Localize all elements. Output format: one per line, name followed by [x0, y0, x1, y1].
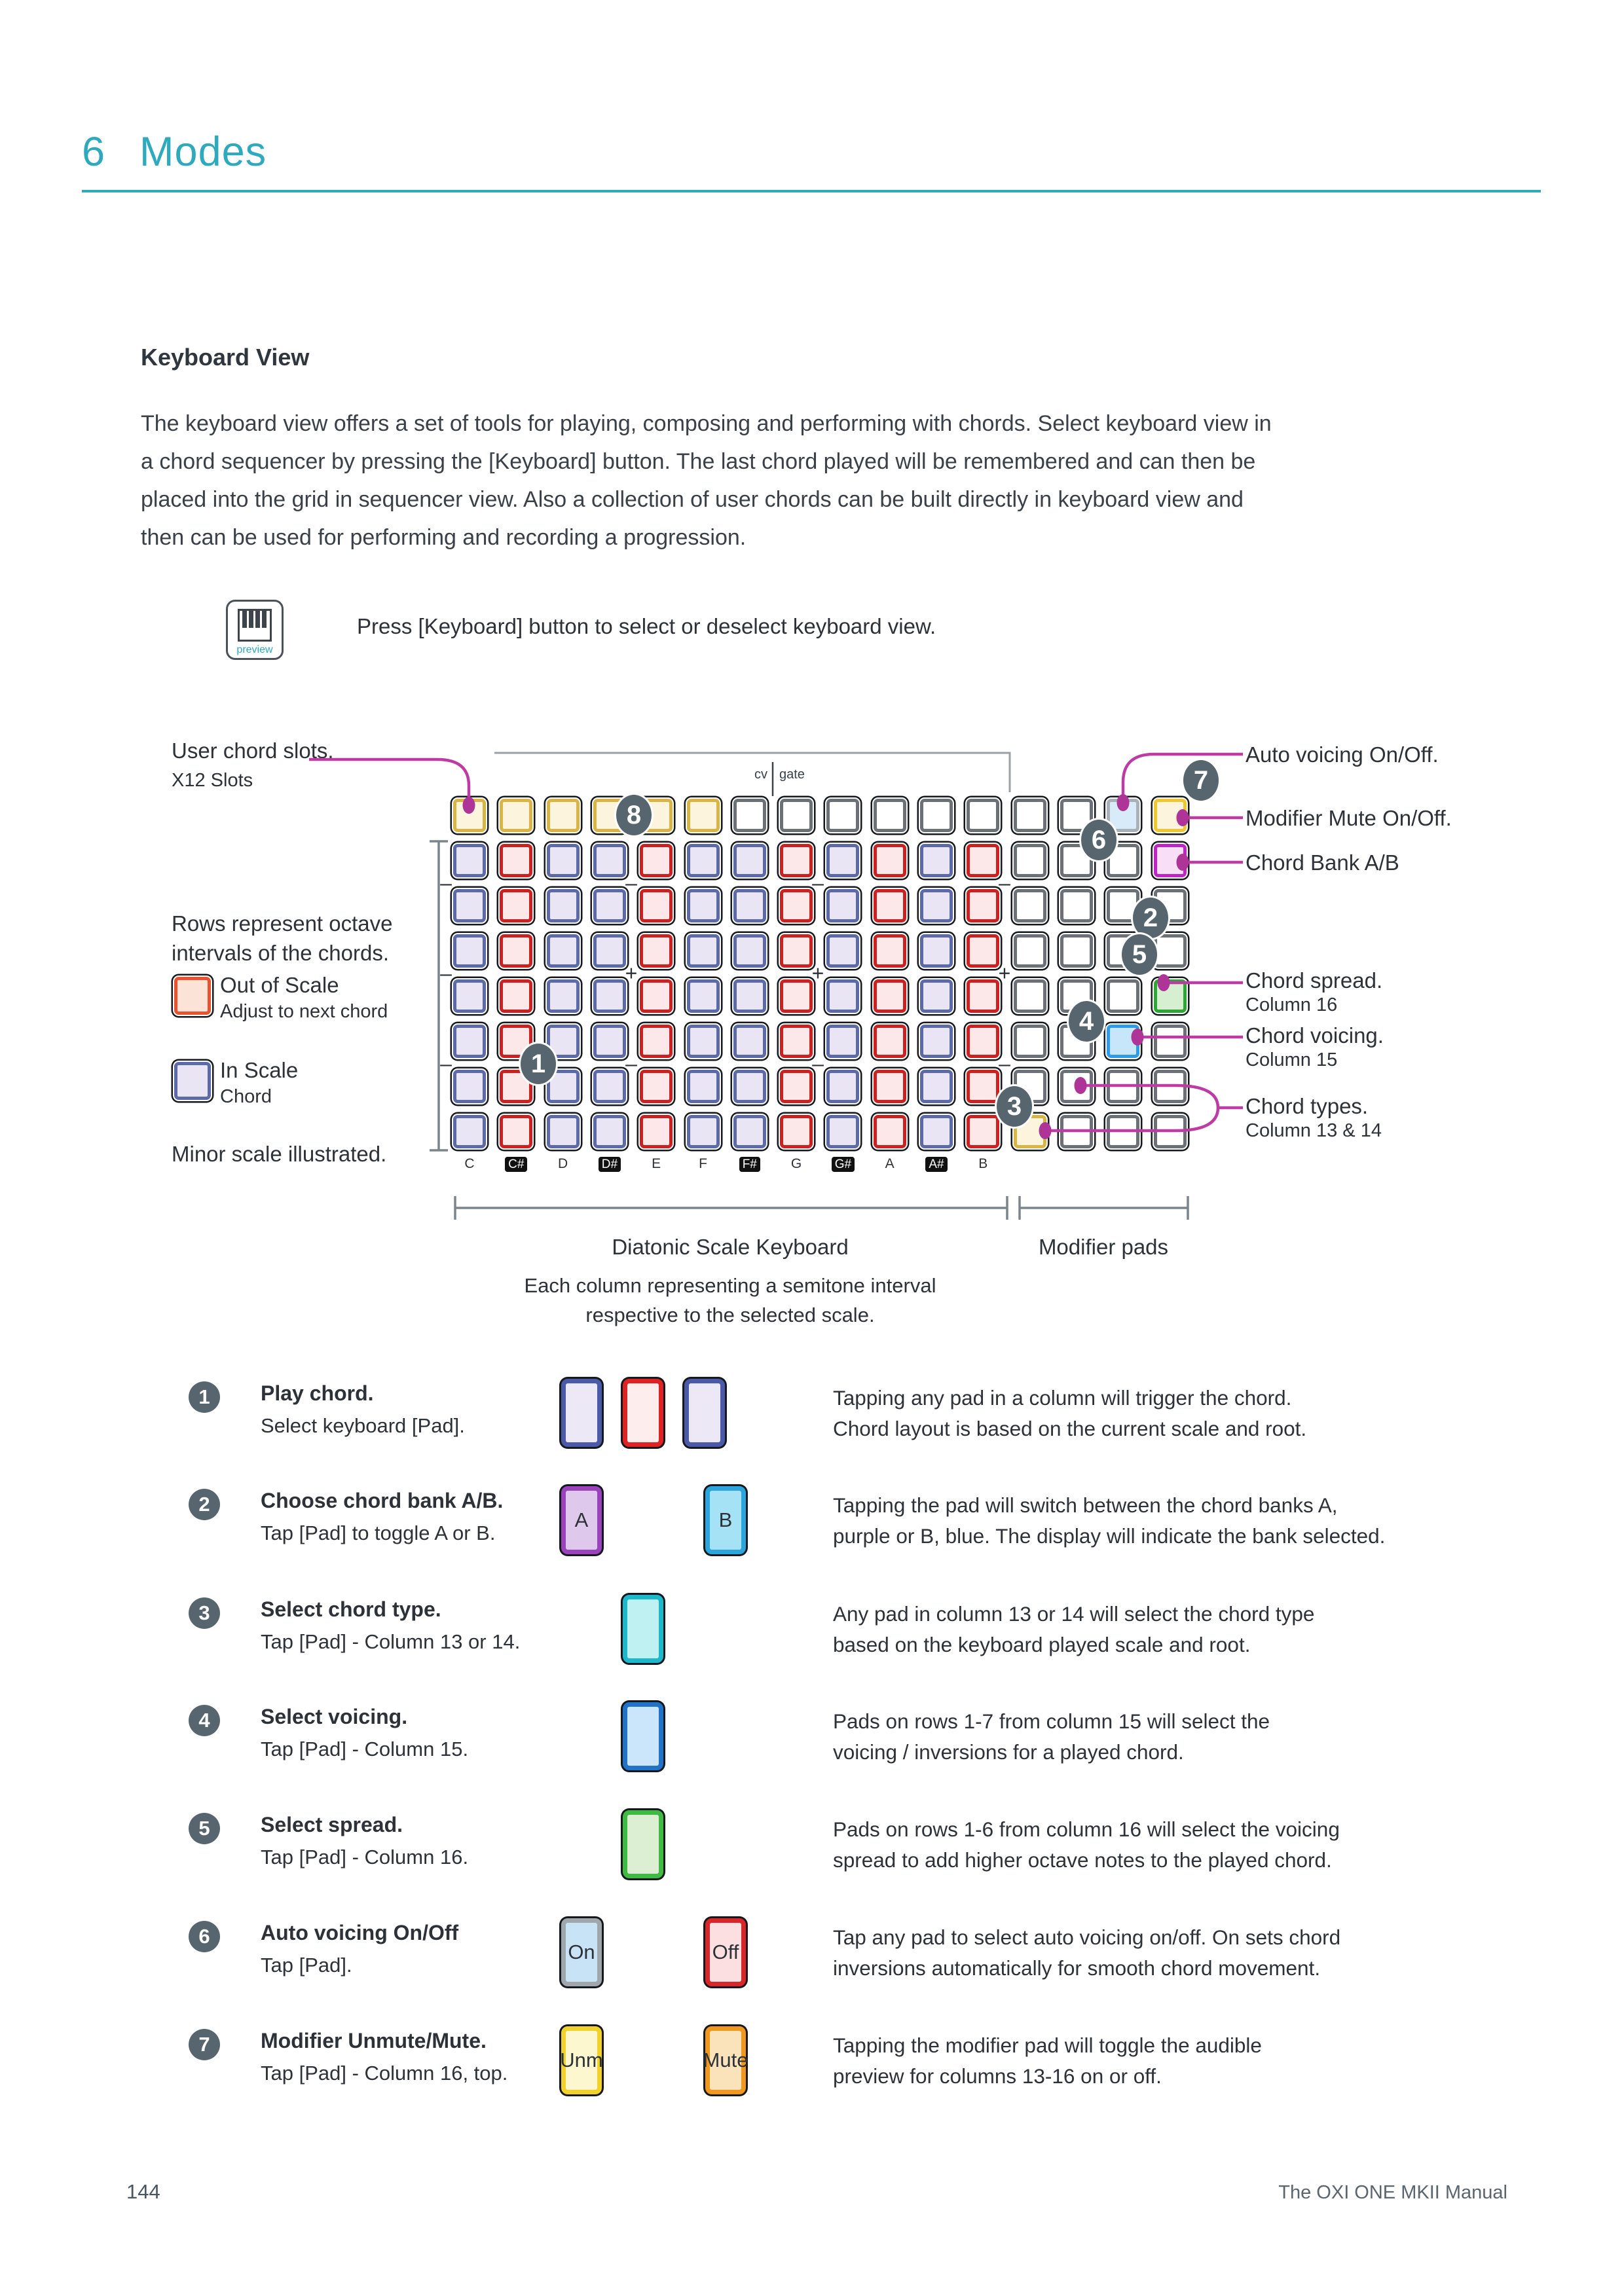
caption-line-2: respective to the selected scale.: [585, 1303, 875, 1326]
legend-desc-1: [833, 1383, 1306, 1444]
note-label-F: F: [699, 1156, 707, 1171]
label-rows-note-2: intervals of the chords.: [172, 941, 389, 965]
label-chord-voicing: Chord voicing.: [1246, 1023, 1384, 1048]
note-label-A: A: [885, 1156, 895, 1171]
legend-pad-4-1: [623, 1702, 663, 1770]
legend-pad-7-1: Unm: [561, 2026, 602, 2094]
connector-dots: [463, 794, 1189, 1139]
legend-desc-line: spread to add higher octave notes to the played chord.: [833, 1848, 1332, 1872]
legend-subtitle-2: Tap [Pad] to toggle A or B.: [261, 1522, 496, 1544]
chapter-title: Modes: [139, 129, 267, 175]
legend-subtitle-6: Tap [Pad].: [261, 1954, 352, 1977]
label-chord-spread-sub: Column 16: [1246, 994, 1338, 1015]
legend-pad-1-3: [684, 1379, 725, 1447]
callout-2: 2: [1133, 898, 1168, 938]
octave-marker: –: [812, 1051, 824, 1075]
callout-1: 1: [521, 1044, 556, 1084]
legend-desc-4: [833, 1706, 1270, 1768]
section-title: Keyboard View: [141, 344, 310, 371]
note-label-As: A#: [917, 1156, 956, 1172]
modifier-bracket: [1020, 1196, 1188, 1220]
label-user-chord-slots: User chord slots.: [172, 738, 334, 763]
callout-6: 6: [1081, 820, 1116, 860]
label-chord-voicing-sub: Column 15: [1246, 1049, 1338, 1070]
legend-title-4: Select voicing.: [261, 1705, 408, 1728]
callout-5: 5: [1122, 934, 1157, 975]
label-rows-note-1: Rows represent octave: [172, 911, 393, 936]
legend-desc-line: purple or B, blue. The display will indicate the bank selected.: [833, 1524, 1386, 1548]
label-user-chord-slots-sub: X12 Slots: [172, 770, 253, 791]
label-in-scale-sub: Chord: [220, 1086, 272, 1107]
legend-title-6: Auto voicing On/Off: [261, 1921, 459, 1944]
label-chord-bank: Chord Bank A/B: [1246, 850, 1399, 875]
legend-subtitle-4: Tap [Pad] - Column 15.: [261, 1738, 469, 1760]
legend-desc-line: Pads on rows 1-7 from column 15 will select the: [833, 1709, 1270, 1733]
octave-marker: –: [625, 1051, 637, 1075]
cv-label: cv: [754, 767, 767, 782]
legend-number-5: 5: [189, 1813, 220, 1844]
manual-title: The OXI ONE MKII Manual: [1278, 2182, 1507, 2203]
legend-desc-2: [833, 1490, 1385, 1552]
label-out-of-scale: Out of Scale: [220, 973, 339, 997]
legend-desc-line: Any pad in column 13 or 14 will select the chord type: [833, 1602, 1315, 1626]
label-chord-spread: Chord spread.: [1246, 968, 1383, 993]
legend-subtitle-5: Tap [Pad] - Column 16.: [261, 1846, 469, 1868]
label-minor-scale: Minor scale illustrated.: [172, 1142, 387, 1166]
label-auto-voicing: Auto voicing On/Off.: [1246, 742, 1439, 767]
legend-number-1: 1: [189, 1381, 220, 1413]
page-number: 144: [126, 2180, 160, 2203]
callout-4: 4: [1069, 1001, 1104, 1042]
preview-label: preview: [236, 644, 273, 655]
user-slots-bracket: [494, 753, 1010, 792]
label-modifier-pads: Modifier pads: [1038, 1235, 1169, 1259]
label-chord-types: Chord types.: [1246, 1094, 1369, 1118]
note-label-C: C: [464, 1156, 475, 1171]
note-label-Cs: C#: [496, 1156, 536, 1172]
legend-subtitle-3: Tap [Pad] - Column 13 or 14.: [261, 1630, 521, 1653]
note-label-D: D: [558, 1156, 568, 1171]
legend-pad-6-1: On: [561, 1918, 602, 1986]
callout-3: 3: [997, 1086, 1032, 1127]
octave-marker: –: [440, 1051, 452, 1075]
note-label-Ds: D#: [590, 1156, 629, 1172]
octave-marker: +: [625, 961, 638, 985]
octave-rows-bracket: [430, 841, 448, 1150]
legend-desc-line: based on the keyboard played scale and root.: [833, 1633, 1251, 1656]
legend-pad-3-1: [623, 1595, 663, 1663]
legend-desc-line: Chord layout is based on the current scale and root.: [833, 1417, 1307, 1440]
diatonic-bracket: [455, 1196, 1007, 1220]
label-modifier-mute: Modifier Mute On/Off.: [1246, 806, 1452, 830]
legend-pad-5-1: [623, 1810, 663, 1878]
legend-desc-line: preview for columns 13-16 on or off.: [833, 2064, 1162, 2088]
legend-desc-3: [833, 1599, 1314, 1660]
octave-marker: –: [625, 871, 637, 894]
legend-pad-2-1: A: [561, 1486, 602, 1554]
legend-desc-line: Tapping the pad will switch between the chord banks A,: [833, 1493, 1338, 1517]
legend-number-3: 3: [189, 1597, 220, 1629]
octave-marker: +: [811, 961, 824, 985]
callout-7: 7: [1183, 760, 1219, 801]
note-label-B: B: [978, 1156, 988, 1171]
octave-marker: –: [999, 871, 1010, 894]
legend-title-3: Select chord type.: [261, 1597, 441, 1621]
connector-user-slots: [309, 759, 469, 803]
note-label-Fs: F#: [730, 1156, 769, 1172]
label-chord-types-sub: Column 13 & 14: [1246, 1120, 1382, 1141]
intro-line: placed into the grid in sequencer view. Also a collection of user chords can be built directly in keyboard view and: [141, 487, 1244, 512]
legend-subtitle-1: Select keyboard [Pad].: [261, 1414, 465, 1437]
label-out-of-scale-sub: Adjust to next chord: [220, 1001, 388, 1022]
note-label-Gs: G#: [823, 1156, 862, 1172]
label-diatonic-keyboard: Diatonic Scale Keyboard: [612, 1235, 849, 1259]
legend-number-7: 7: [189, 2029, 220, 2060]
legend-title-7: Modifier Unmute/Mute.: [261, 2029, 487, 2052]
gate-label: gate: [779, 767, 805, 782]
octave-marker: +: [998, 961, 1011, 985]
intro-line: a chord sequencer by pressing the [Keyboard] button. The last chord played will be remembered and can then be: [141, 449, 1256, 474]
callout-8: 8: [616, 795, 652, 835]
legend-subtitle-7: Tap [Pad] - Column 16, top.: [261, 2062, 508, 2085]
octave-marker: –: [812, 871, 824, 894]
octave-marker: –: [440, 871, 452, 894]
legend-pad-7-2: Mute: [705, 2026, 746, 2094]
legend-desc-5: [833, 1814, 1340, 1876]
legend-pad-6-2: Off: [705, 1918, 746, 1986]
legend-number-6: 6: [189, 1921, 220, 1952]
legend-pad-1-1: [561, 1379, 602, 1447]
connector-chord-types-a: [1080, 1085, 1218, 1108]
intro-line: The keyboard view offers a set of tools for playing, composing and performing with chords. Select keyboard view in: [141, 411, 1272, 436]
caption-line-1: Each column representing a semitone interval: [524, 1274, 936, 1297]
note-label-E: E: [652, 1156, 661, 1171]
legend-desc-7: [833, 2030, 1262, 2092]
legend-desc-line: voicing / inversions for a played chord.: [833, 1740, 1184, 1764]
legend-pad-1-2: [623, 1379, 663, 1447]
legend-title-2: Choose chord bank A/B.: [261, 1489, 504, 1512]
legend-number-4: 4: [189, 1705, 220, 1736]
octave-marker: –: [440, 961, 452, 985]
intro-line: then can be used for performing and recording a progression.: [141, 525, 747, 550]
legend-desc-line: Tapping the modifier pad will toggle the audible: [833, 2033, 1262, 2057]
connector-chord-types-b: [1045, 1108, 1218, 1131]
legend-desc-line: Pads on rows 1-6 from column 16 will select the voicing: [833, 1817, 1340, 1841]
connector-auto-voicing: [1123, 754, 1243, 800]
legend-pad-2-2: B: [705, 1486, 746, 1554]
note-label-G: G: [790, 1156, 802, 1171]
label-in-scale: In Scale: [220, 1058, 299, 1082]
legend-desc-6: [833, 1922, 1340, 1984]
legend-desc-line: inversions automatically for smooth chord movement.: [833, 1956, 1321, 1980]
legend-desc-line: Tapping any pad in a column will trigger the chord.: [833, 1386, 1292, 1410]
keyboard-button-note: Press [Keyboard] button to select or deselect keyboard view.: [357, 614, 936, 638]
chapter-number: 6: [82, 129, 106, 175]
octave-marker: –: [999, 1051, 1010, 1075]
legend-title-5: Select spread.: [261, 1813, 403, 1836]
legend-title-1: Play chord.: [261, 1381, 374, 1405]
legend-desc-line: Tap any pad to select auto voicing on/off. On sets chord: [833, 1925, 1341, 1949]
legend-number-2: 2: [189, 1489, 220, 1520]
